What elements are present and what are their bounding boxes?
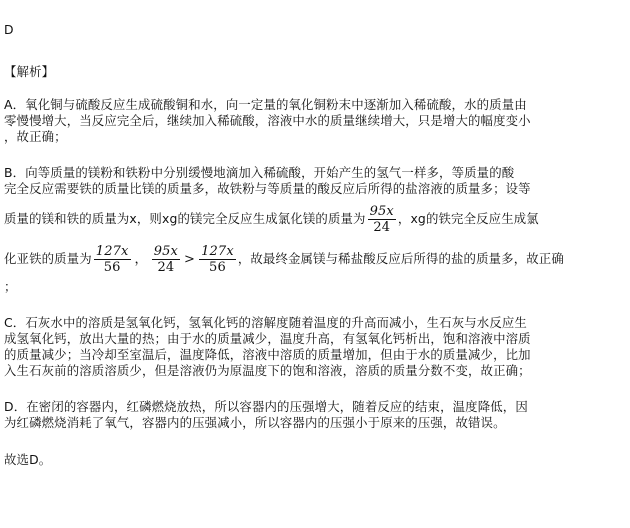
option-d-line-2: 为红磷燃烧消耗了氧气，容器内的压强减小，所以容器内的压强小于原来的压强，故错误。	[4, 415, 506, 430]
option-d-line-1: D．在密闭的容器内，红磷燃烧放热，所以容器内的压强增大，随着反应的结束，温度降低，因	[4, 399, 528, 414]
option-c-line-1: C．石灰水中的溶质是氢氧化钙，氢氧化钙的溶解度随着温度的升高而减小，生石灰与水反应生	[4, 315, 527, 330]
option-b-line-3-text: 质量的镁和铁的质量为x，则xg的镁完全反应生成氯化镁的质量为	[4, 211, 366, 226]
option-a-line-3: ，故正确；	[4, 129, 67, 144]
fraction-compare-left	[152, 244, 180, 275]
option-b-line-4-text: 化亚铁的质量为	[4, 251, 92, 266]
fraction-numerator: 95x	[369, 204, 394, 219]
fraction-ferrous-chloride-mass	[94, 244, 131, 275]
fraction-denominator: 24	[157, 260, 175, 275]
fraction-denominator: 56	[209, 260, 226, 275]
fraction-numerator: 127x	[201, 244, 234, 259]
separator-comma: ，	[134, 252, 148, 267]
fraction-numerator: 95x	[153, 244, 179, 259]
option-b-line-3	[4, 199, 539, 239]
fraction-magnesium-chloride-mass	[368, 204, 396, 235]
fraction-denominator: 24	[373, 220, 391, 235]
option-b-line-2: 完全反应需要铁的质量比镁的质量多，故铁粉与等质量的酸反应后所得的盐溶液的质量多；设等	[4, 181, 531, 196]
analysis-heading: 【解析】	[4, 64, 55, 79]
answer-letter: D	[4, 22, 14, 37]
fraction-compare-right	[199, 244, 236, 275]
option-c-line-2: 成氢氧化钙，放出大量的热；由于水的质量减少，温度升高，有氢氧化钙析出，饱和溶液中溶质	[4, 331, 531, 346]
conclusion: 故选D。	[4, 452, 52, 467]
option-a-line-2: 零慢慢增大，当反应完全后，继续加入稀硫酸，溶液中水的质量继续增大，只是增大的幅度变小	[4, 113, 531, 128]
greater-than-sign: >	[184, 252, 196, 267]
option-b-line-4	[4, 239, 564, 280]
option-c-line-4: 入生石灰前的溶质溶质少，但是溶液仍为原温度下的饱和溶液，溶质的质量分数不变，故正确；	[4, 363, 531, 378]
option-b-line-3-tail: ，xg的铁完全反应生成氯	[397, 211, 539, 226]
option-c-line-3: 的质量减少；当冷却至室温后，温度降低，溶液中溶质的质量增加，但由于水的质量减少，比加	[4, 347, 531, 362]
option-a-line-1: A．氧化铜与硫酸反应生成硫酸铜和水，向一定量的氧化铜粉末中逐渐加入稀硫酸，水的质量由	[4, 97, 527, 112]
option-b-line-4-tail: ，故最终金属镁与稀盐酸反应后所得的盐的质量多，故正确	[237, 251, 564, 266]
fraction-numerator: 127x	[95, 244, 129, 259]
option-b-line-1: B．向等质量的镁粉和铁粉中分别缓慢地滴加入稀硫酸，开始产生的氢气一样多，等质量的酸	[4, 165, 515, 180]
option-b-line-5: ；	[4, 279, 17, 294]
fraction-denominator: 56	[103, 260, 121, 275]
